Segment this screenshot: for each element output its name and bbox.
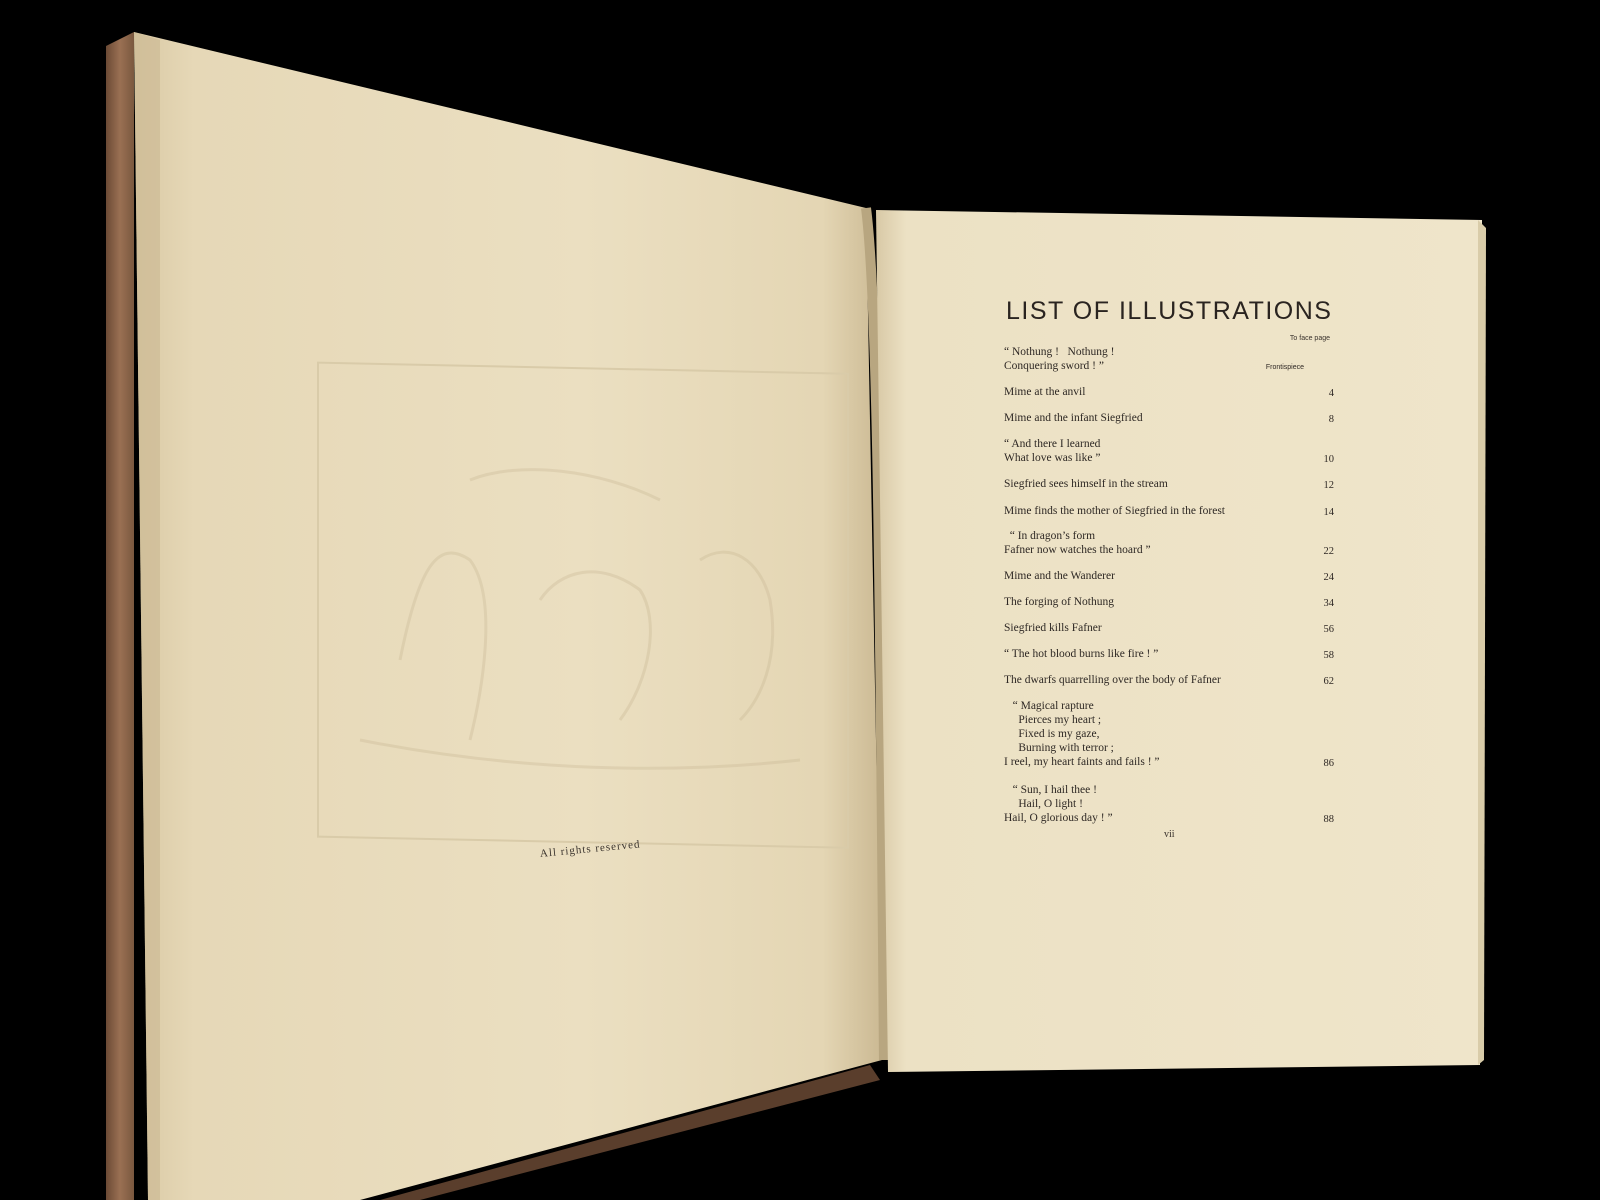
entry-page: 14 [1323,507,1334,518]
entry-page: 62 [1323,676,1334,687]
entry-caption: Mime and the infant Siegfried [1004,412,1143,424]
entry-caption: “ Magical rapture Pierces my heart ; Fixed is my gaze, Burning with terror ; I reel, my heart faints and fails ! ” [1004,700,1160,768]
page-title: LIST OF ILLUSTRATIONS [1006,297,1333,325]
entry-caption: Mime and the Wanderer [1004,570,1115,582]
entry-caption: Mime at the anvil [1004,386,1086,398]
list-item [1004,783,1334,825]
entry-page: 88 [1323,814,1334,825]
list-item [1004,595,1334,609]
column-header: To face page [1289,335,1330,342]
entry-page: 24 [1323,572,1334,583]
entry-page: 34 [1323,598,1334,609]
entry-page: 86 [1323,758,1334,769]
entry-page: 56 [1323,624,1334,635]
entry-page: 58 [1323,650,1334,661]
list-item [1004,699,1334,769]
entry-caption: Siegfried sees himself in the stream [1004,478,1168,490]
entry-caption: “ Sun, I hail thee ! Hail, O light ! Hail, O glorious day ! ” [1004,784,1113,824]
list-item [1004,345,1334,373]
entry-caption: “ The hot blood burns like fire ! ” [1004,648,1159,660]
entry-page: 10 [1323,454,1334,465]
list-item [1004,621,1334,635]
list-item [1004,477,1334,491]
page-number: vii [1164,829,1175,840]
entry-page: 12 [1323,480,1334,491]
list-item [1004,529,1334,557]
entry-caption: The dwarfs quarrelling over the body of Fafner [1004,674,1221,686]
entry-page: 22 [1323,546,1334,557]
list-item [1004,437,1334,465]
left-page-shadow [134,32,160,1200]
rights-notice: All rights reserved [539,838,641,860]
entry-caption: Mime finds the mother of Siegfried in the forest [1004,505,1226,517]
list-item [1004,569,1334,583]
list-item [1004,385,1334,399]
entry-caption: Siegfried kills Fafner [1004,622,1102,634]
entry-caption: “ And there I learned What love was like ” [1004,438,1101,464]
entry-page: Frontispiece [1265,364,1304,371]
book-cover [106,32,134,1200]
entry-caption: “ Nothung ! Nothung ! Conquering sword ! ” [1004,346,1115,372]
list-item [1004,673,1334,687]
list-of-illustrations-page [888,209,1484,1073]
list-item [1004,504,1334,518]
entry-caption: “ In dragon’s form Fafner now watches the hoard ” [1004,530,1151,556]
entry-page: 4 [1328,388,1334,399]
list-item [1004,647,1334,661]
list-item [1004,411,1334,425]
left-page [134,32,882,1200]
entry-caption: The forging of Nothung [1004,596,1114,608]
entry-page: 8 [1328,414,1334,425]
